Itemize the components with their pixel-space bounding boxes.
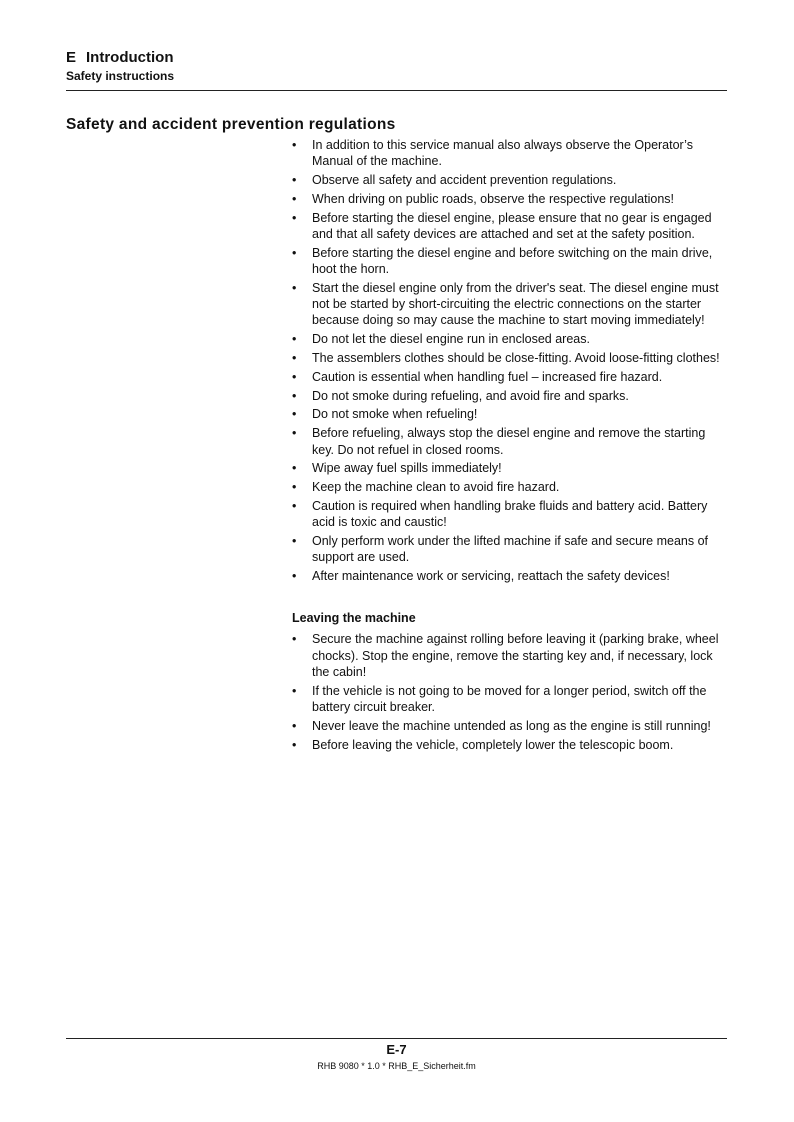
bullet-icon: • xyxy=(292,683,297,698)
list-item-text: After maintenance work or servicing, reattach the safety devices! xyxy=(312,569,670,584)
page-footer xyxy=(66,1042,727,1072)
list-item-text: When driving on public roads, observe the respective regulations! xyxy=(312,191,675,206)
list-item-text: Before starting the diesel engine, please ensure that no gear is engaged and that all safety devices are attached and set at the safety position. xyxy=(312,210,712,241)
list-item xyxy=(292,425,728,458)
bullet-icon: • xyxy=(292,138,297,152)
bullet-icon: • xyxy=(292,632,297,647)
bullet-icon: • xyxy=(292,718,297,733)
chapter-title: Introduction xyxy=(86,49,174,66)
list-item-text: Do not smoke during refueling, and avoid fire and sparks. xyxy=(312,388,629,403)
page-number: E-7 xyxy=(386,1042,407,1057)
bullet-icon: • xyxy=(292,737,297,752)
bullet-icon: • xyxy=(292,388,297,403)
leaving-machine-list xyxy=(292,631,728,753)
bullet-icon: • xyxy=(292,191,297,206)
chapter-letter: E xyxy=(66,49,77,66)
list-item xyxy=(292,350,728,366)
list-item-text: Secure the machine against rolling before leaving it (parking brake, wheel chocks). Stop the engine, remove the starting key and, if necessary, lock the cabin! xyxy=(312,632,719,680)
list-item-text: Do not smoke when refueling! xyxy=(312,407,478,422)
header-divider xyxy=(66,90,727,91)
list-item-text: Keep the machine clean to avoid fire hazard. xyxy=(312,480,560,495)
bullet-icon: • xyxy=(292,498,297,513)
bullet-icon: • xyxy=(292,210,297,225)
list-item xyxy=(292,280,728,329)
bullet-icon: • xyxy=(292,351,297,366)
list-item xyxy=(292,683,728,716)
bullet-icon: • xyxy=(292,173,297,188)
list-item xyxy=(292,568,728,584)
bullet-icon: • xyxy=(292,407,297,422)
document-reference: RHB 9080 * 1.0 * RHB_E_Sicherheit.fm xyxy=(317,1061,476,1071)
section-title: Safety and accident prevention regulations xyxy=(66,116,396,133)
chapter-subtitle: Safety instructions xyxy=(66,69,175,83)
list-item-text: Do not let the diesel engine run in enclosed areas. xyxy=(312,332,590,347)
list-item-text: Before refueling, always stop the diesel engine and remove the starting key. Do not refuel in closed rooms. xyxy=(312,426,706,457)
list-item xyxy=(292,406,728,422)
bullet-icon: • xyxy=(292,461,297,476)
list-item-text: If the vehicle is not going to be moved for a longer period, switch off the battery circuit breaker. xyxy=(312,683,707,715)
list-item-text: Before leaving the vehicle, completely lower the telescopic boom. xyxy=(312,737,674,752)
list-item-text: Observe all safety and accident prevention regulations. xyxy=(312,173,617,188)
list-item-text: Wipe away fuel spills immediately! xyxy=(312,461,502,476)
safety-rules-list xyxy=(292,137,728,584)
list-item xyxy=(292,631,728,680)
list-item-text: Before starting the diesel engine and before switching on the main drive, hoot the horn. xyxy=(312,245,713,277)
bullet-icon: • xyxy=(292,332,297,347)
list-item xyxy=(292,245,728,278)
list-item xyxy=(292,479,728,495)
list-item xyxy=(292,498,728,531)
chapter-heading xyxy=(66,48,727,67)
list-item-text: Caution is required when handling brake fluids and battery acid. Battery acid is toxic and caustic! xyxy=(312,498,708,530)
list-item xyxy=(292,331,728,347)
list-item xyxy=(292,460,728,476)
bullet-icon: • xyxy=(292,569,297,584)
list-item xyxy=(292,388,728,404)
footer-divider xyxy=(66,1038,727,1039)
list-item xyxy=(292,191,728,207)
page-header xyxy=(66,48,727,84)
list-item xyxy=(292,718,728,734)
list-item-text: Never leave the machine untended as long as the engine is still running! xyxy=(312,718,711,733)
list-item xyxy=(292,533,728,566)
list-item-text: In addition to this service manual also always observe the Operator’s Manual of the machine. xyxy=(312,138,693,169)
list-item-text: Start the diesel engine only from the driver's seat. The diesel engine must not be started by short-circuiting the electric connections on the starter because doing so may cause the machine to start moving immediately! xyxy=(312,280,719,328)
bullet-icon: • xyxy=(292,480,297,495)
bullet-icon: • xyxy=(292,426,297,441)
list-item xyxy=(292,137,728,170)
list-item xyxy=(292,172,728,188)
bullet-icon: • xyxy=(292,245,297,260)
list-item xyxy=(292,369,728,385)
list-item-text: The assemblers clothes should be close-fitting. Avoid loose-fitting clothes! xyxy=(312,351,720,366)
list-item xyxy=(292,737,728,753)
content-column xyxy=(292,137,728,756)
list-item-text: Only perform work under the lifted machine if safe and secure means of support are used. xyxy=(312,534,709,565)
list-item xyxy=(292,210,728,243)
list-item-text: Caution is essential when handling fuel – increased fire hazard. xyxy=(312,369,663,384)
subsection-title: Leaving the machine xyxy=(292,611,416,626)
bullet-icon: • xyxy=(292,280,297,295)
bullet-icon: • xyxy=(292,369,297,384)
bullet-icon: • xyxy=(292,534,297,549)
